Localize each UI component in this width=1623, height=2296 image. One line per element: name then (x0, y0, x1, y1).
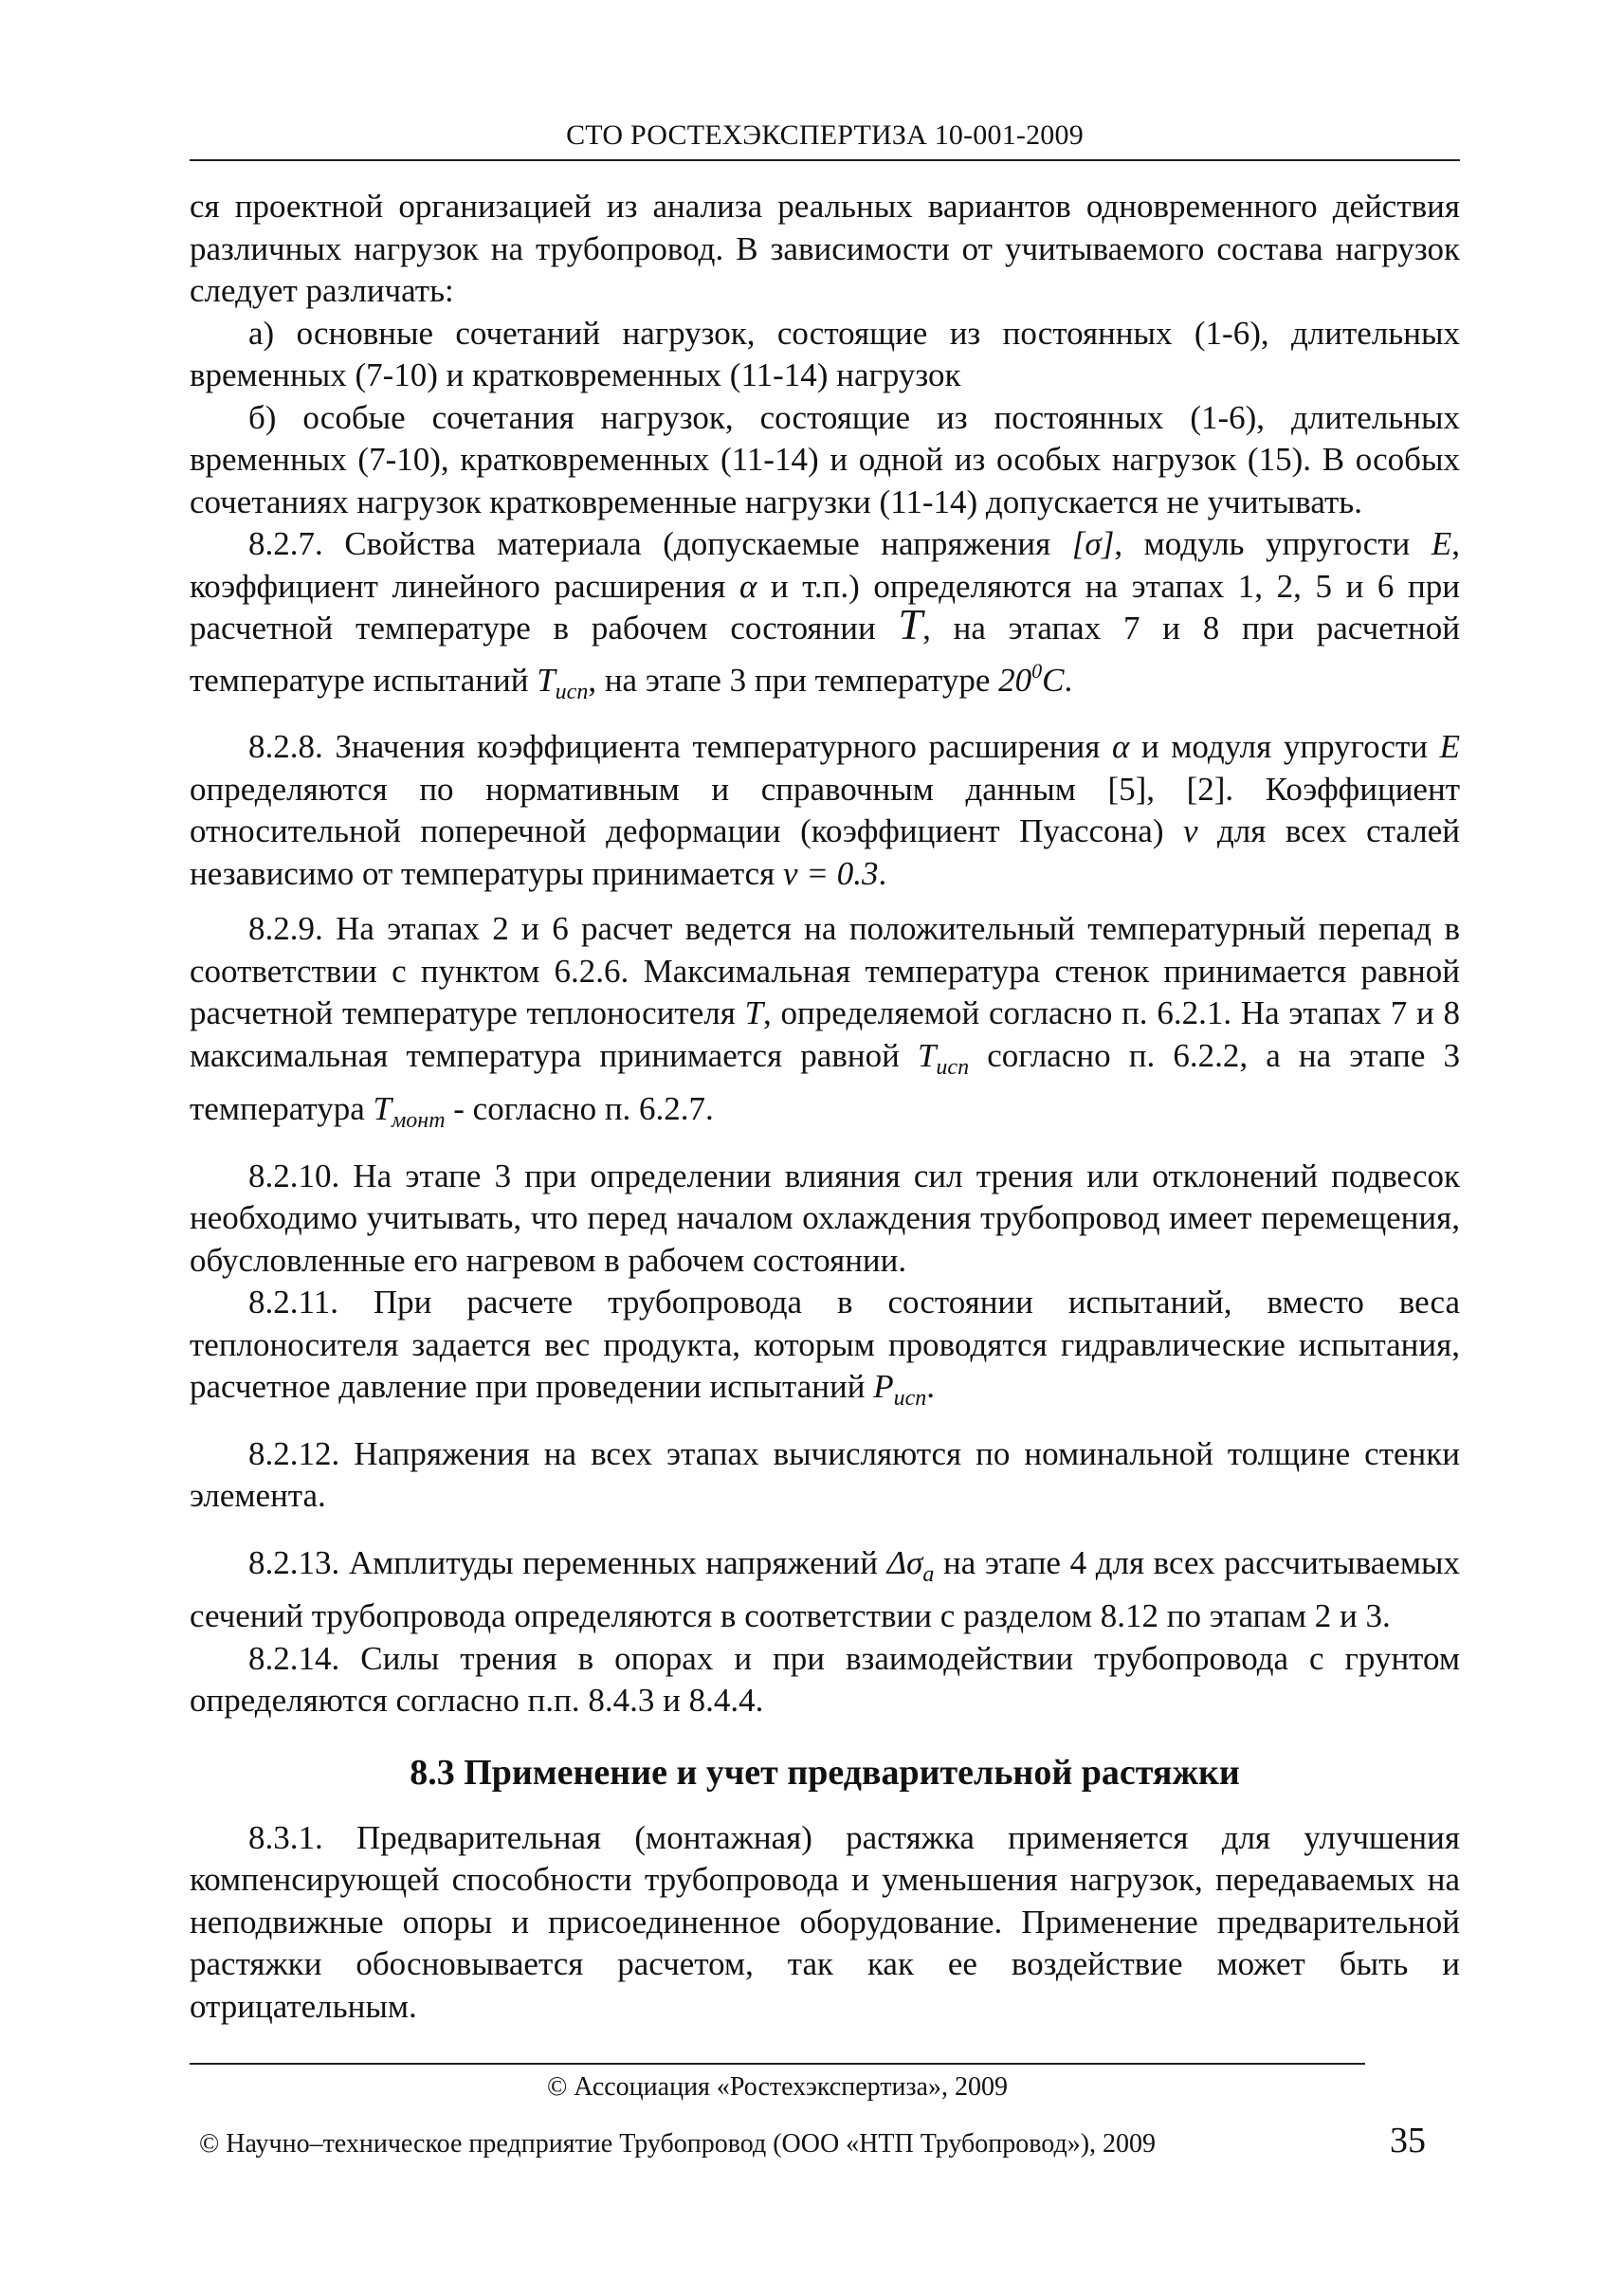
paragraph-8-2-12: 8.2.12. Напряжения на всех этапах вычисляются по номинальной толщине стенки элемента. (190, 1434, 1460, 1514)
footer-divider (190, 2063, 1365, 2065)
paragraph-8-2-11: 8.2.11. При расчете трубопровода в состоянии испытаний, вместо веса теплоносителя задается вес продукта, которым проводятся гидравлические испытания, расчетное давление при проведении испытаний $P_{исп}$. (190, 1284, 1460, 1411)
footer-copyright-enterprise: © Научно–техническое предприятие Трубопровод (ООО «НТП Трубопровод»), 2009 (199, 2129, 1157, 2159)
paragraph-8-2-13: 8.2.13. Амплитуды переменных напряжений $\Delta\sigma_a$ на этапе 4 для всех рассчитываемых сечений трубопровода определяются в соответствии с разделом 8.12 по этапам 2 и 3. (190, 1543, 1460, 1634)
paragraph-8-2-14: 8.2.14. Силы трения в опорах и при взаимодействии трубопровода с грунтом определяются согласно п.п. 8.4.3 и 8.4.4. (190, 1639, 1460, 1719)
document-body (190, 186, 1460, 2028)
page-number: 35 (1390, 2121, 1426, 2160)
footer-copyright-association: © Ассоциация «Ростехэкспертиза», 2009 (547, 2072, 1008, 2102)
paragraph-list-item-a: а) основные сочетаний нагрузок, состоящие из постоянных (1-6), длительных временных (7-10) и кратковременных (11-14) нагрузок (190, 314, 1460, 393)
paragraph-8-2-7: 8.2.7. Свойства материала (допускаемые напряжения [σ], модуль упругости E, коэффициент линейного расширения α и т.п.) определяются на этапах 1, 2, 5 и 6 при расчетной температуре в рабочем состоянии T, на этапах 7 и 8 при расчетной температуре испытаний $T_{исп}$, на этапе 3 при температуре $20^0C$. (190, 525, 1460, 704)
header-divider (190, 159, 1460, 161)
paragraph-8-2-10: 8.2.10. На этапе 3 при определении влияния сил трения или отклонений подвесок необходимо учитывать, что перед началом охлаждения трубопровод имеет перемещения, обусловленные его нагревом в рабочем состоянии. (190, 1157, 1460, 1279)
paragraph-8-2-9: 8.2.9. На этапах 2 и 6 расчет ведется на положительный температурный перепад в соответствии с пунктом 6.2.6. Максимальная температура стенок принимается равной расчетной температуре теплоносителя T, определяемой согласно п. 6.2.1. На этапах 7 и 8 максимальная температура принимается равной $T_{исп}$ согласно п. 6.2.2, а на этапе 3 температура $T_{монт}$ - согласно п. 6.2.7. (190, 910, 1461, 1133)
section-heading: 8.3 Применение и учет предварительной растяжки (410, 1752, 1240, 1793)
paragraph-list-item-b: б) особые сочетания нагрузок, состоящие из постоянных (1-6), длительных временных (7-10), кратковременных (11-14) и одной из особых нагрузок (15). В особых сочетаниях нагрузок кратковременные нагрузки (11-14) допускается не учитывать. (190, 398, 1460, 520)
page-header: СТО РОСТЕХЭКСПЕРТИЗА 10-001-2009 (566, 119, 1084, 151)
paragraph-8-3-1: 8.3.1. Предварительная (монтажная) растяжка применяется для улучшения компенсирующей способности трубопровода и уменьшения нагрузок, передаваемых на неподвижные опоры и присоединенное оборудование. Применение предварительной растяжки обосновывается расчетом, так как ее воздействие может быть и отрицательным. (190, 1818, 1460, 2025)
paragraph-8-2-8: 8.2.8. Значения коэффициента температурного расширения α и модуля упругости E определяются по нормативным и справочным данным [5], [2]. Коэффициент относительной поперечной деформации (коэффициент Пуассона) ν для всех сталей независимо от температуры принимается ν = 0.3. (190, 728, 1461, 892)
paragraph-continuation: ся проектной организацией из анализа реальных вариантов одновременного действия различных нагрузок на трубопровод. В зависимости от учитываемого состава нагрузок следует различать: (190, 188, 1460, 309)
